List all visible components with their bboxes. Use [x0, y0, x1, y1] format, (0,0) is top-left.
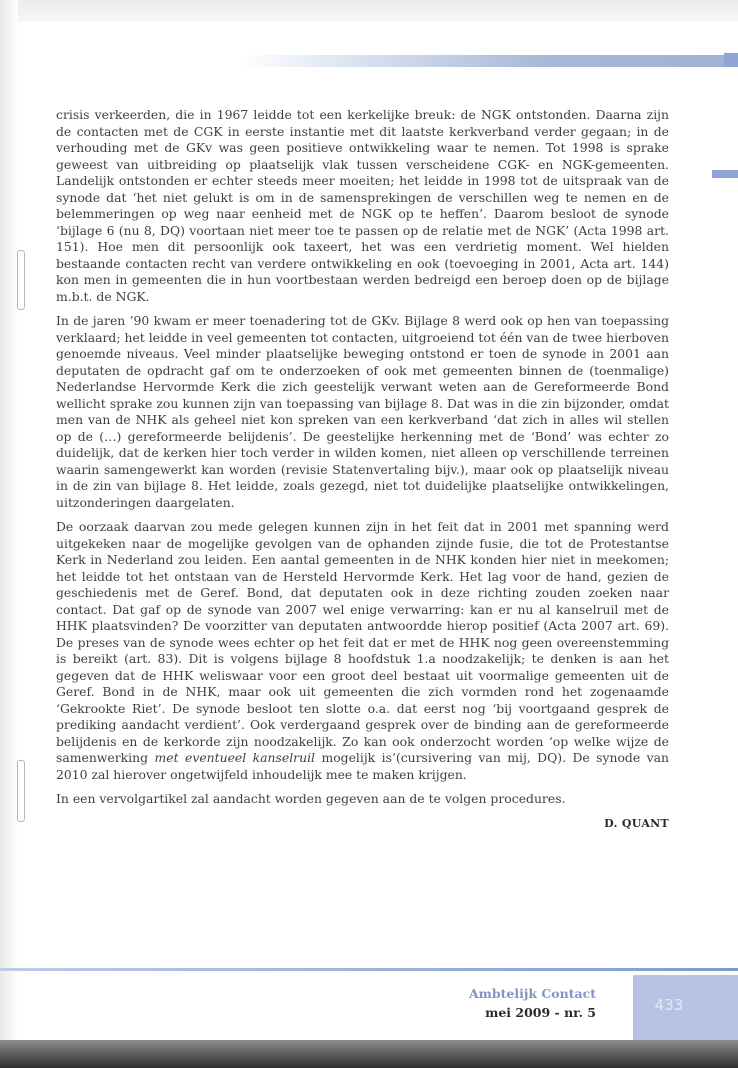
author-signature: D. QUANT	[604, 816, 669, 830]
margin-marker	[712, 170, 738, 178]
paragraph	[56, 519, 669, 783]
paragraph-text: De oorzaak daarvan zou mede gelegen kunnen zijn in het feit dat in 2001 met spanning werd uitgekeken naar de mogelijke gevolgen van de ophanden zijnde fusie, die tot de Protestantse Kerk in Nederland zou leiden. Een aantal gemeenten in de NHK konden hier niet in meekomen; het leidde tot het ontstaan van de Hersteld Hervormde Kerk. Het lag voor de hand, gezien de geschiedenis met de Geref. Bond, dat deputaten ook in deze richting zouden zoeken naar contact. Dat gaf op de synode van 2007 wel enige verwarring: kan er nu al kanselruil met de HHK plaatsvinden? De voorzitter van deputaten antwoordde hierop positief (Acta 2007 art. 69). De preses van de synode wees echter op het feit dat er met de HHK nog geen overeenstemming is bereikt (art. 83). Dit is volgens bijlage 8 hoofdstuk 1.a noodzakelijk; te denken is aan het gegeven dat de HHK weliswaar voor een groot deel bestaat uit voormalige gemeenten uit de Geref. Bond in de NHK, maar ook uit gemeenten die zich vormden rond het zogenaamde ‘Gekrookte Riet’. De synode besloot ten slotte o.a. dat eerst nog ‘bij voortgaand gesprek de prediking aandacht verdient’. Ook verdergaand gesprek over de binding aan de gereformeerde belijdenis en de kerkorde zijn noodzakelijk. Zo kan ook onderzocht worden ‘op welke wijze de samenwerking	[56, 519, 669, 765]
paragraph: In de jaren ’90 kwam er meer toenadering tot de GKv. Bijlage 8 werd ook op hen van toepassing verklaard; het leidde in veel gemeenten tot contacten, uitgroeiend tot één van de twee hierboven genoemde niveaus. Veel minder plaatselijke beweging ontstond er toen de synode in 2001 aan deputaten de opdracht gaf om te onderzoeken of ook met gemeenten binnen de (toenmalige) Nederlandse Hervormde Kerk die zich geestelijk verwant weten aan de Gereformeerde Bond wellicht sprake zou kunnen zijn van toepassing van bijlage 8. Dat was in die zin bijzonder, omdat men van de NHK als geheel niet kon spreken van een kerkverband ‘dat zich in alles wil stellen op de (…) gereformeerde belijdenis’. De geestelijke herkenning met de ‘Bond’ was echter zo duidelijk, dat de kerken hier toch verder in wilden komen, niet alleen op verschillende terreinen waarin samengewerkt kan worden (revisie Statenvertaling bijv.), maar ook op plaatselijk niveau in de zin van bijlage 8. Het leidde, zoals gezegd, niet tot duidelijke plaatselijke ontwikkelingen, uitzonderingen daargelaten.	[56, 313, 669, 510]
paragraph: In een vervolgartikel zal aandacht worden gegeven aan de te volgen procedures.	[56, 791, 566, 806]
scan-left-edge	[0, 0, 18, 1068]
top-accent-bar	[240, 55, 738, 67]
paragraph: crisis verkeerden, die in 1967 leidde tot een kerkelijke breuk: de NGK ontstonden. Daarna zijn de contacten met de CGK in eerste instantie met dit laatste kerkverband verder gegaan; in de verhouding met de GKv was geen positieve ontwikkeling waar te nemen. Tot 1998 is sprake geweest van uitbreiding op plaatselijk vlak tussen verscheidene CGK- en NGK-gemeenten. Landelijk ontstonden er echter steeds meer moeiten; het leidde in 1998 tot de uitspraak van de synode dat ‘het niet gelukt is om in de samensprekingen de verschillen weg te nemen en de belemmeringen op weg naar eenheid met de NGK op te heffen’. Daarom besloot de synode ‘bijlage 6 (nu 8, DQ) voortaan niet meer toe te passen op de relatie met de NGK’ (Acta 1998 art. 151). Hoe men dit persoonlijk ook taxeert, het was een verdrietig moment. Wel hielden bestaande contacten recht van verdere ontwikkeling en ook (toevoeging in 2001, Acta art. 144) kon men in gemeenten die in hun voortbestaan werden bedreigd een beroep doen op de bijlage m.b.t. de NGK.	[56, 107, 669, 304]
emphasis-text: met eventueel kanselruil	[154, 750, 316, 765]
journal-name: Ambtelijk Contact	[468, 986, 596, 1001]
scan-bottom-edge	[0, 1040, 738, 1068]
paragraph-tail: mogelijk is’(cursivering van mij, DQ). De synode van 2010 zal hierover ongetwijfeld inhoudelijk mee te maken krijgen.	[56, 750, 669, 782]
staple-mark	[17, 250, 25, 310]
scan-top-edge	[0, 0, 738, 22]
footer-rule	[0, 968, 738, 971]
article-body	[56, 107, 669, 832]
journal-issue: mei 2009 - nr. 5	[485, 1005, 596, 1020]
staple-mark	[17, 760, 25, 822]
page-number: 433	[654, 996, 684, 1014]
journal-info	[469, 985, 596, 1023]
top-accent-tab	[724, 53, 738, 67]
